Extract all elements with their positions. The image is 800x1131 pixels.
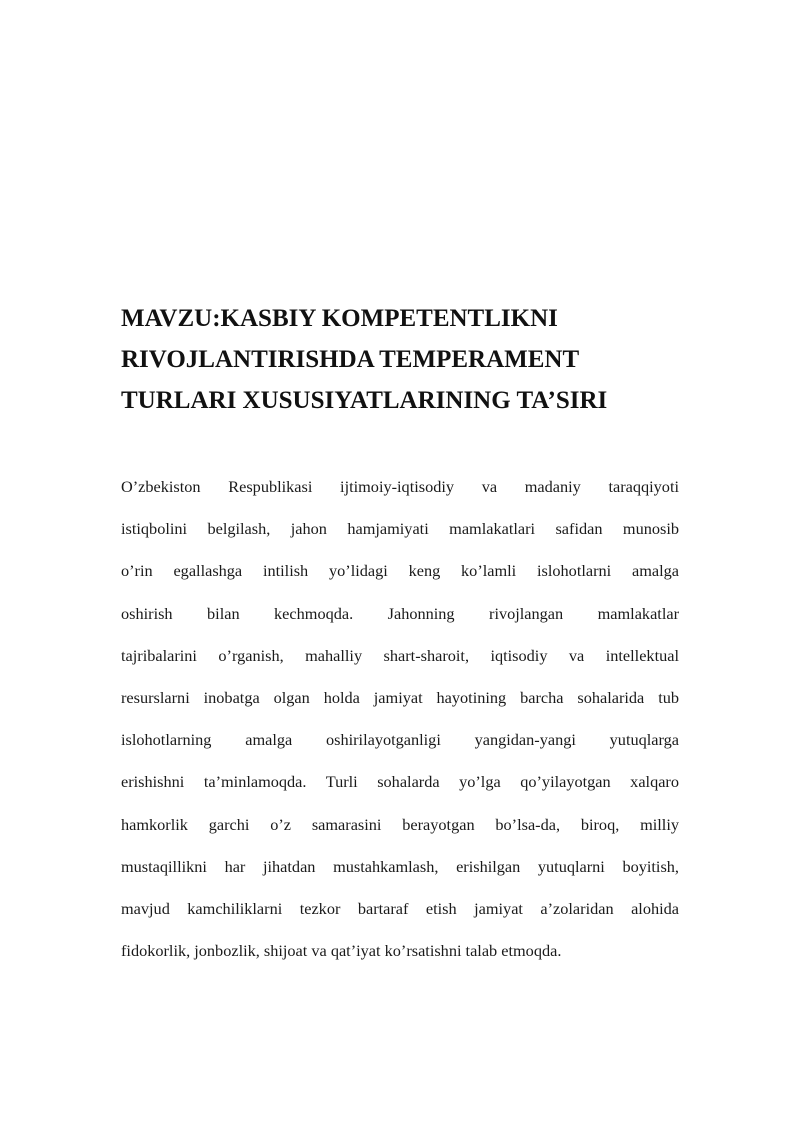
document-title <box>121 298 681 421</box>
paragraph-line: mavjud kamchiliklarni tezkor bartaraf etish jamiyat a’zolaridan alohida <box>121 898 679 918</box>
paragraph-line: islohotlarning amalga oshirilayotganligi yangidan-yangi yutuqlarga <box>121 730 679 750</box>
body-paragraph <box>121 466 679 972</box>
paragraph-line: oshirish bilan kechmoqda. Jahonning rivojlangan mamlakatlar <box>121 603 679 623</box>
paragraph-line: hamkorlik garchi o’z samarasini berayotgan bo’lsa-da, biroq, milliy <box>121 814 679 834</box>
title-line: TURLARI XUSUSIYATLARINING TA’SIRI <box>121 387 608 414</box>
title-line: RIVOJLANTIRISHDA TEMPERAMENT <box>121 346 580 373</box>
paragraph-line: fidokorlik, jonbozlik, shijoat va qat’iyat ko’rsatishni talab etmoqda. <box>121 941 562 961</box>
paragraph-line: erishishni ta’minlamoqda. Turli sohalarda yo’lga qo’yilayotgan xalqaro <box>121 772 679 792</box>
paragraph-line: tajribalarini o’rganish, mahalliy shart-sharoit, iqtisodiy va intellektual <box>121 645 679 665</box>
paragraph-line: mustaqillikni har jihatdan mustahkamlash, erishilgan yutuqlarni boyitish, <box>121 856 679 876</box>
paragraph-line: o’rin egallashga intilish yo’lidagi keng ko’lamli islohotlarni amalga <box>121 561 679 581</box>
paragraph-line: resurslarni inobatga olgan holda jamiyat hayotining barcha sohalarida tub <box>121 687 679 707</box>
paragraph-line: O’zbekiston Respublikasi ijtimoiy-iqtisodiy va madaniy taraqqiyoti <box>121 477 679 496</box>
title-line: MAVZU:KASBIY KOMPETENTLIKNI <box>121 305 558 332</box>
paragraph-line: istiqbolini belgilash, jahon hamjamiyati mamlakatlari safidan munosib <box>121 519 679 539</box>
